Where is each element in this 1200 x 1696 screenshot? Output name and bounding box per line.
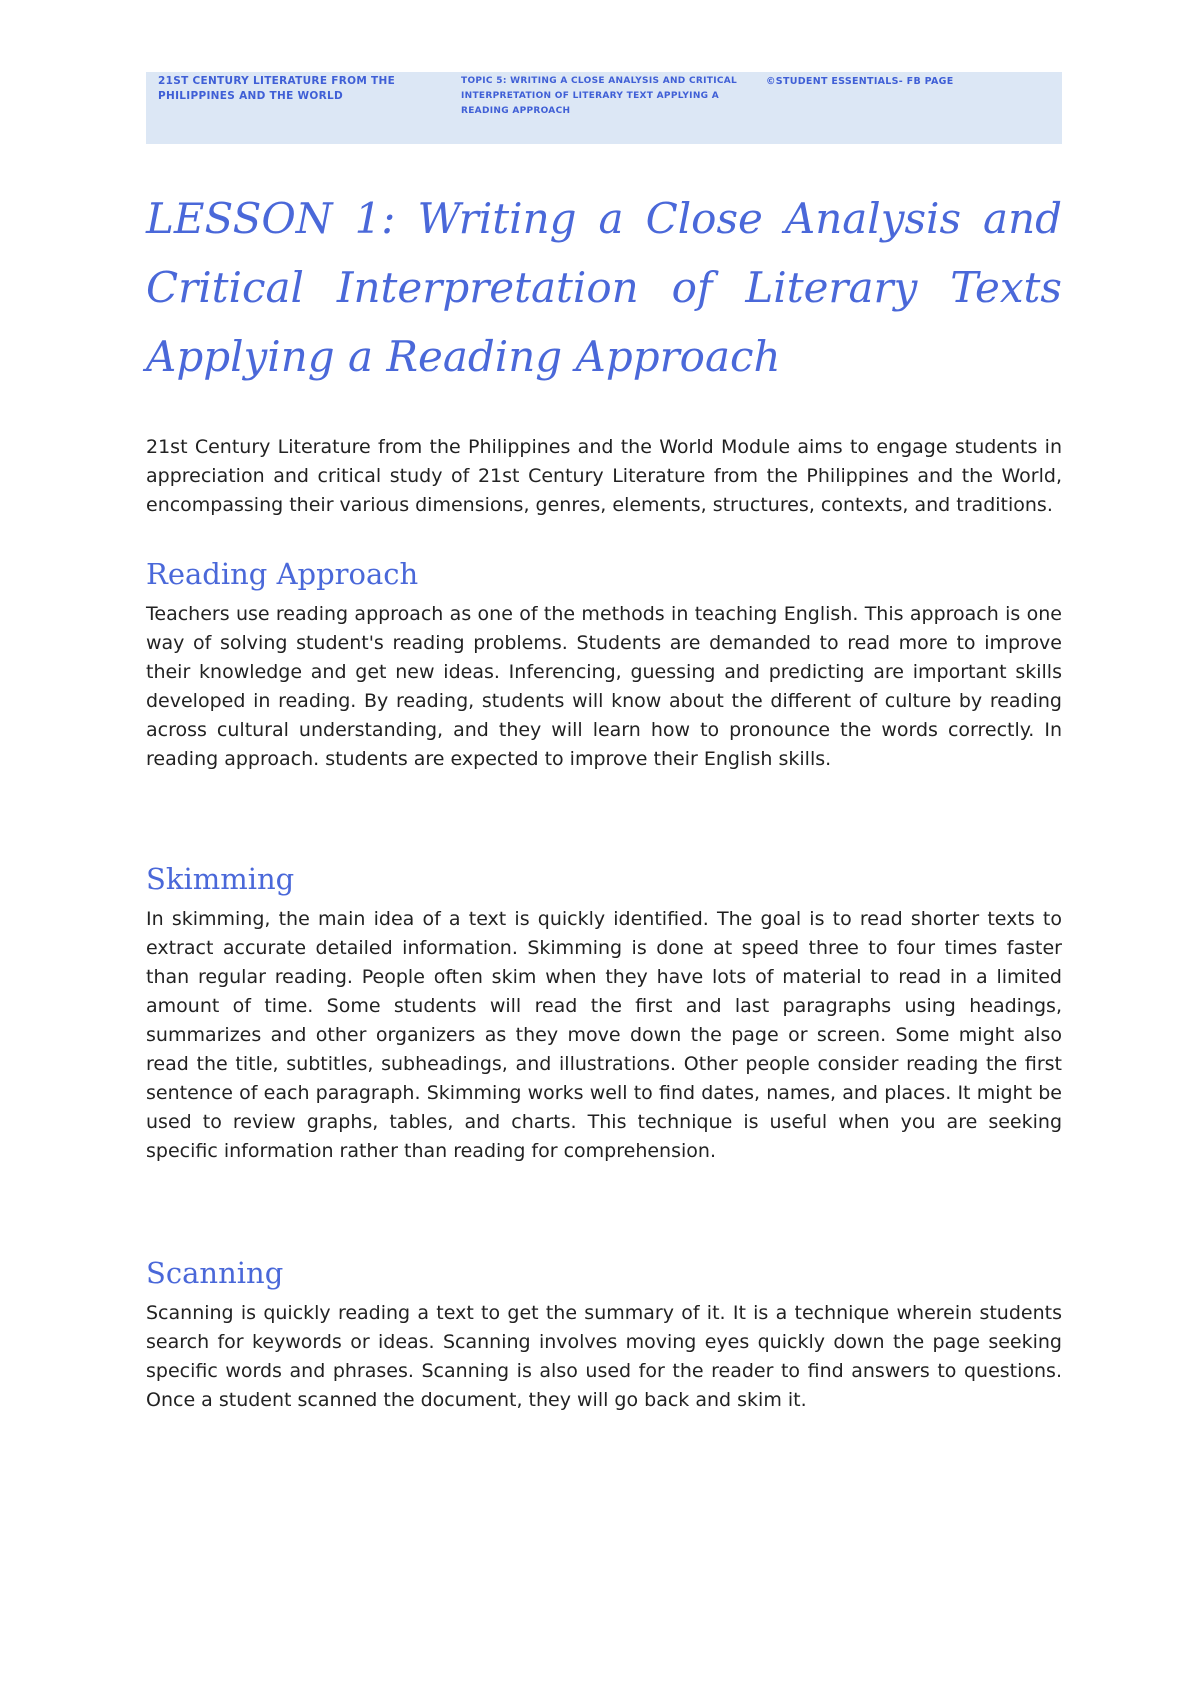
section-reading-approach bbox=[146, 554, 1062, 774]
section-skimming bbox=[146, 859, 1062, 1166]
header-course-title: 21ST CENTURY LITERATURE FROM THE PHILIPPINES AND THE WORLD bbox=[158, 75, 396, 102]
section-body: Teachers use reading approach as one of the methods in teaching English. This approach is one way of solving student's reading problems. Students are demanded to read more to improve their knowledge and get new ideas. Inferencing, guessing and predicting are important skills developed in reading. By reading, students will know about the different of culture by reading across cultural understanding, and they will learn how to pronounce the words correctly. In reading approach. students are expected to improve their English skills. bbox=[146, 603, 1062, 770]
section-body: In skimming, the main idea of a text is quickly identified. The goal is to read shorter texts to extract accurate detailed information. Skimming is done at speed three to four times faster than regular reading. People often skim when they have lots of material to read in a limited amount of time. Some students will read the first and last paragraphs using headings, summarizes and other organizers as they move down the page or screen. Some might also read the title, subtitles, subheadings, and illustrations. Other people consider reading the first sentence of each paragraph. Skimming works well to find dates, names, and places. It might be used to review graphs, tables, and charts. This technique is useful when you are seeking specific information rather than reading for comprehension. bbox=[146, 908, 1062, 1162]
intro-paragraph: 21st Century Literature from the Philippines and the World Module aims to engage students in appreciation and critical study of 21st Century Literature from the Philippines and the World, encompassing their various dimensions, genres, elements, structures, contexts, and traditions. bbox=[146, 436, 1062, 516]
running-header bbox=[146, 72, 1062, 144]
section-heading: Reading Approach bbox=[146, 557, 419, 591]
section-body: Scanning is quickly reading a text to get the summary of it. It is a technique wherein students search for keywords or ideas. Scanning involves moving eyes quickly down the page seeking specific words and phrases. Scanning is also used for the reader to find answers to questions. Once a student scanned the document, they will go back and skim it. bbox=[146, 1302, 1062, 1411]
section-heading: Skimming bbox=[146, 862, 295, 896]
section-heading: Scanning bbox=[146, 1256, 284, 1290]
header-topic: TOPIC 5: WRITING A CLOSE ANALYSIS AND CRITICAL INTERPRETATION OF LITERARY TEXT APPLYING A READING APPROACH bbox=[461, 76, 738, 116]
lesson-title: LESSON 1: Writing a Close Analysis and Critical Interpretation of Literary Texts Applying a Reading Approach bbox=[146, 194, 1062, 381]
document-page bbox=[146, 72, 1062, 1415]
section-scanning bbox=[146, 1253, 1062, 1415]
header-credit: ©STUDENT ESSENTIALS- FB PAGE bbox=[766, 76, 954, 87]
